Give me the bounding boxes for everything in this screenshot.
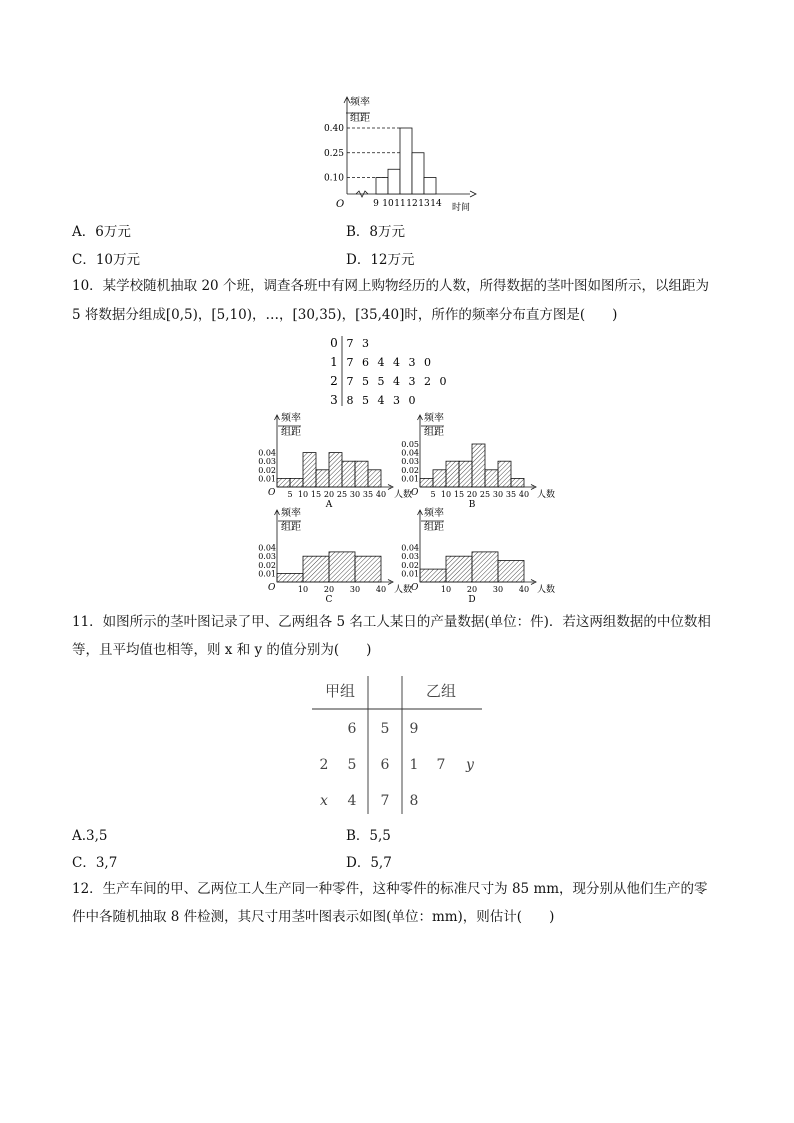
chart-x-tick-label: 40: [375, 490, 387, 499]
chart-origin-label: O: [268, 583, 276, 593]
q9-bar: [424, 178, 436, 195]
q9-y-tick-label: 0.10: [323, 173, 344, 184]
chart-y-tick-label: 0.02: [401, 560, 419, 570]
chart-origin-label: O: [268, 488, 276, 498]
q9-bar: [412, 153, 424, 194]
q11-header-left: 甲组: [324, 682, 356, 700]
q11-option-c: C．3,7: [72, 855, 118, 871]
chart-x-tick-label: 10: [297, 490, 309, 499]
chart-y-tick-label: 0.03: [258, 457, 276, 467]
chart-x-tick-label: 10: [440, 490, 452, 499]
chart-y-title-bottom: 组距: [424, 522, 444, 533]
chart-bar: [420, 569, 446, 582]
chart-bar: [446, 556, 472, 582]
chart-origin-label: O: [411, 488, 419, 498]
chart-bar: [420, 478, 433, 487]
q10-leaf: 6: [362, 356, 369, 369]
q10-leaf: 0: [408, 394, 416, 407]
chart-bar: [498, 461, 511, 487]
chart-x-tick-label: 5: [287, 490, 293, 499]
q10-text-line2: 5 将数据分组成[0,5)，[5,10)，…，[30,35)，[35,40]时，所作的频率分布直方图是( ): [72, 307, 618, 323]
q11-header-right: 乙组: [425, 682, 457, 700]
q10-leaf: 5: [377, 375, 385, 388]
chart-panel-label: C: [325, 595, 333, 605]
chart-x-tick-label: 20: [323, 490, 335, 499]
q11-leaf-right: y: [466, 757, 474, 773]
q11-leaf-right: 7: [436, 757, 446, 773]
q9-x-tick-label: 12: [406, 199, 418, 209]
chart-y-tick-label: 0.01: [258, 569, 276, 579]
q11-option-d: D．5,7: [346, 855, 392, 871]
q10-leaf: 0: [439, 375, 447, 388]
q11-text-line2: 等，且平均值也相等，则 x 和 y 的值分别为( ): [72, 642, 372, 658]
chart-y-tick-label: 0.04: [401, 448, 419, 458]
chart-y-tick-label: 0.03: [258, 552, 276, 562]
chart-x-tick-label: 25: [336, 490, 348, 499]
q9-option-a: A．6万元: [72, 224, 131, 240]
chart-x-title: 人数: [394, 490, 413, 500]
q9-x-tick-label: 10: [382, 199, 394, 209]
q11-stem: 5: [380, 721, 390, 737]
q10-stem-leaf-plot: [322, 334, 472, 410]
q9-option-d: D．12万元: [346, 252, 415, 268]
chart-x-title: 人数: [394, 585, 413, 595]
chart-x-tick-label: 10: [440, 585, 452, 594]
chart-bar: [290, 478, 303, 487]
q9-bar: [400, 128, 412, 194]
chart-y-tick-label: 0.04: [401, 543, 419, 553]
q10-stem: 1: [330, 355, 338, 369]
chart-y-tick-label: 0.02: [258, 560, 276, 570]
chart-y-title-top: 频率: [281, 508, 301, 519]
chart-y-tick-label: 0.01: [401, 569, 419, 579]
q9-x-tick-label: 9: [373, 199, 379, 209]
chart-y-title-bottom: 组距: [281, 522, 301, 533]
q10-stem: 3: [330, 393, 338, 407]
q9-option-c: C．10万元: [72, 252, 141, 268]
chart-y-title-top: 频率: [424, 508, 444, 519]
q9-x-title: 时间: [452, 203, 471, 213]
q9-bar: [388, 169, 400, 194]
chart-bar: [511, 478, 524, 487]
q10-leaf: 5: [362, 375, 369, 388]
q11-leaf-left: 4: [347, 793, 357, 809]
q10-text-line1: 10．某学校随机抽取 20 个班，调查各班中有网上购物经历的人数，所得数据的茎叶图如图所示，以组距为: [72, 278, 709, 294]
q9-x-tick-label: 11: [394, 199, 406, 209]
q9-histogram: [310, 94, 490, 218]
chart-x-tick-label: 40: [518, 585, 530, 594]
chart-panel-label: D: [468, 595, 476, 605]
q10-leaf: 4: [377, 394, 385, 407]
chart-bar: [368, 470, 381, 487]
q10-leaf: 7: [346, 337, 354, 350]
chart-y-tick-label: 0.04: [258, 543, 276, 553]
chart-y-tick-label: 0.02: [401, 465, 419, 475]
q9-y-tick-label: 0.25: [323, 148, 344, 159]
q10-leaf: 7: [346, 375, 354, 388]
q9-y-title-top: 频率: [350, 97, 370, 108]
q9-y-tick-label: 0.40: [323, 124, 344, 134]
chart-bar: [316, 470, 329, 487]
chart-y-title-top: 频率: [281, 413, 301, 424]
q10-leaf: 2: [424, 375, 431, 388]
q10-leaf: 7: [346, 356, 354, 369]
chart-x-tick-label: 25: [479, 490, 491, 499]
chart-panel-label: B: [468, 500, 476, 510]
chart-x-tick-label: 40: [518, 490, 530, 499]
chart-y-tick-label: 0.01: [401, 474, 419, 484]
q9-x-arrow: [470, 191, 476, 197]
q9-bar: [376, 178, 388, 195]
q9-x-tick-label: 13: [418, 199, 430, 209]
chart-bar: [459, 461, 472, 487]
chart-x-tick-label: 30: [492, 490, 504, 499]
chart-bar: [329, 552, 355, 582]
chart-x-tick-label: 30: [492, 585, 504, 594]
chart-x-tick-label: 15: [310, 490, 322, 499]
q11-leaf-left: 6: [347, 721, 357, 737]
chart-bar: [433, 470, 446, 487]
chart-x-tick-label: 40: [375, 585, 387, 594]
q9-y-title-bottom: 组距: [350, 113, 370, 124]
chart-bar: [446, 461, 459, 487]
chart-y-tick-label: 0.02: [258, 465, 276, 475]
chart-bar: [472, 444, 485, 487]
q10-histogram-c: [255, 505, 413, 605]
chart-x-tick-label: 35: [362, 490, 374, 499]
q10-leaf: 3: [408, 375, 416, 388]
q11-text-line1: 11．如图所示的茎叶图记录了甲、乙两组各 5 名工人某日的产量数据(单位：件)．若这两组数据的中位数相: [72, 614, 711, 630]
chart-bar: [277, 573, 303, 582]
chart-bar: [342, 461, 355, 487]
chart-y-tick-label: 0.01: [258, 474, 276, 484]
q9-option-b: B．8万元: [346, 224, 406, 240]
chart-panel-label: A: [325, 500, 333, 510]
q10-stem: 2: [330, 374, 338, 388]
chart-y-title-bottom: 组距: [281, 427, 301, 438]
q10-leaf: 4: [393, 375, 400, 388]
q11-leaf-right: 1: [409, 757, 419, 773]
chart-x-tick-label: 10: [297, 585, 309, 594]
chart-bar: [472, 552, 498, 582]
chart-x-title: 人数: [537, 585, 556, 595]
chart-y-title-top: 频率: [424, 413, 444, 424]
q11-option-b: B．5,5: [346, 828, 391, 844]
chart-y-title-bottom: 组距: [424, 427, 444, 438]
q11-stem: 6: [380, 757, 390, 773]
chart-x-tick-label: 20: [466, 585, 478, 594]
q10-histogram-b: [398, 410, 556, 510]
q10-leaf: 3: [393, 394, 400, 407]
chart-bar: [303, 556, 329, 582]
chart-x-tick-label: 35: [505, 490, 517, 499]
q10-leaf: 4: [377, 356, 385, 369]
q9-x-tick-label: 14: [430, 199, 442, 209]
chart-bar: [277, 478, 290, 487]
q11-leaf-right: 9: [409, 721, 419, 737]
q12-text-line2: 件中各随机抽取 8 件检测，其尺寸用茎叶图表示如图(单位：mm)，则估计( ): [72, 909, 555, 925]
q11-leaf-left: x: [320, 793, 328, 809]
q12-text-line1: 12．生产车间的甲、乙两位工人生产同一种零件，这种零件的标准尺寸为 85 mm，现分别从他们生产的零: [72, 881, 708, 897]
chart-x-tick-label: 20: [323, 585, 335, 594]
chart-bar: [355, 556, 381, 582]
chart-bar: [355, 461, 368, 487]
chart-x-tick-label: 15: [453, 490, 465, 499]
chart-y-tick-label: 0.03: [401, 457, 419, 467]
q11-option-a: A.3,5: [72, 828, 108, 844]
chart-x-tick-label: 30: [349, 490, 361, 499]
q10-leaf: 0: [424, 356, 431, 369]
q10-histogram-d: [398, 505, 556, 605]
q10-leaf: 3: [362, 337, 369, 350]
chart-bar: [498, 561, 524, 583]
chart-x-title: 人数: [537, 490, 556, 500]
q10-leaf: 8: [346, 394, 354, 407]
q10-leaf: 3: [408, 356, 416, 369]
q10-stem: 0: [330, 336, 338, 350]
q11-leaf-right: 8: [409, 793, 419, 809]
chart-y-tick-label: 0.05: [401, 440, 419, 449]
chart-y-tick-label: 0.03: [401, 552, 419, 562]
chart-x-tick-label: 5: [430, 490, 436, 499]
q9-origin-label: O: [336, 199, 345, 210]
q11-leaf-left: 2: [319, 757, 329, 773]
chart-bar: [303, 453, 316, 487]
chart-x-tick-label: 30: [349, 585, 361, 594]
q11-stem-leaf-table: [310, 672, 485, 818]
chart-x-tick-label: 20: [466, 490, 478, 499]
q10-leaf: 5: [362, 394, 369, 407]
q10-leaf: 4: [393, 356, 400, 369]
q11-leaf-left: 5: [347, 757, 357, 773]
chart-bar: [485, 470, 498, 487]
chart-bar: [329, 453, 342, 487]
q11-stem: 7: [380, 793, 390, 809]
chart-y-tick-label: 0.04: [258, 448, 276, 458]
chart-origin-label: O: [411, 583, 419, 593]
